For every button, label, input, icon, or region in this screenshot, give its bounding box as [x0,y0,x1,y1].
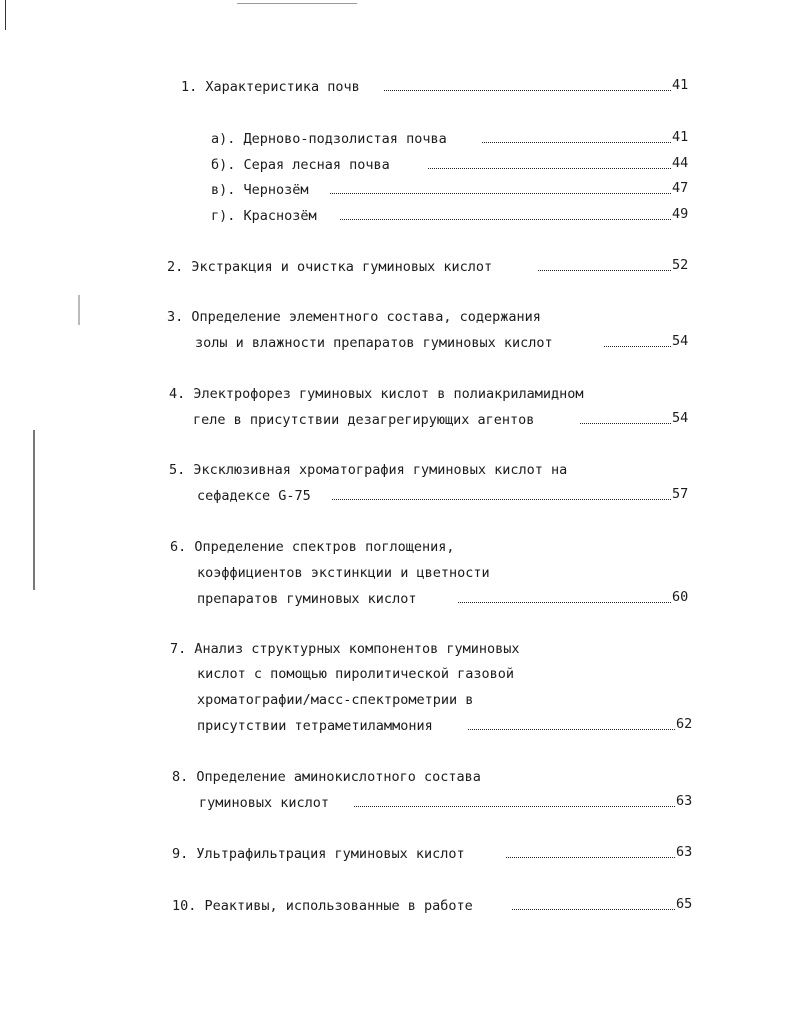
toc-entry-7-cont: присутствии тетраметиламмония [197,718,433,734]
toc-leader [332,487,671,505]
toc-leader [512,897,675,915]
toc-leader [428,156,671,174]
scan-edge-line [5,0,6,30]
scan-artifact [78,295,80,325]
toc-leader [482,130,671,148]
toc-entry-6-cont: коэффициентов экстинкции и цветности [197,565,490,581]
scan-artifact [237,3,357,4]
toc-entry-3: 3. Определение элементного состава, содержания [167,309,541,325]
toc-entry-8: 8. Определение аминокислотного состава [172,769,481,785]
toc-page-number: 52 [672,257,689,273]
toc-page-number: 41 [672,77,689,93]
toc-leader [340,207,671,225]
toc-entry-2: 2. Экстракция и очистка гуминовых кислот [167,259,493,275]
toc-page-number: 54 [672,410,689,426]
toc-entry-4-cont: геле в присутствии дезагрегирующих агентов [193,412,535,428]
toc-page-number: 63 [676,793,693,809]
toc-entry-3-cont: золы и влажности препаратов гуминовых кислот [195,335,553,351]
toc-leader [506,845,675,863]
toc-leader [580,411,671,429]
toc-leader [384,78,671,96]
toc-entry-7: 7. Анализ структурных компонентов гуминовых [170,641,520,657]
toc-entry-1d: г). Краснозём [211,208,317,224]
toc-page-number: 60 [672,589,689,605]
toc-entry-5-cont: сефадексе G-75 [197,488,311,504]
toc-page-number: 57 [672,486,689,502]
toc-entry-5: 5. Эксклюзивная хроматография гуминовых кислот на [169,462,568,478]
toc-entry-9: 9. Ультрафильтрация гуминовых кислот [172,846,465,862]
scan-artifact [33,430,35,590]
toc-entry-1b: б). Серая лесная почва [211,157,390,173]
toc-entry-8-cont: гуминовых кислот [199,795,330,811]
toc-entry-6: 6. Определение спектров поглощения, [170,539,455,555]
toc-leader [468,717,675,735]
toc-page-number: 41 [672,129,689,145]
toc-entry-4: 4. Электрофорез гуминовых кислот в полиакриламидном [169,386,584,402]
toc-page-number: 49 [672,206,689,222]
toc-entry-7-cont: хроматографии/масс-спектрометрии в [197,692,474,708]
toc-page-number: 47 [672,180,689,196]
toc-entry-1c: в). Чернозём [211,182,309,198]
toc-leader [354,794,675,812]
toc-entry-1: 1. Характеристика почв [181,79,360,95]
toc-entry-7-cont: кислот с помощью пиролитической газовой [197,666,514,682]
toc-page-number: 63 [676,844,693,860]
toc-entry-6-cont: препаратов гуминовых кислот [197,591,417,607]
toc-leader [538,258,671,276]
toc-page-number: 44 [672,155,689,171]
toc-leader [458,590,671,608]
toc-page-number: 54 [672,333,689,349]
toc-page-number: 65 [676,896,693,912]
toc-entry-10: 10. Реактивы, использованные в работе [172,898,473,914]
toc-page-number: 62 [676,716,693,732]
toc-leader [604,334,671,352]
toc-entry-1a: а). Дерново-подзолистая почва [211,131,447,147]
toc-leader [330,181,671,199]
